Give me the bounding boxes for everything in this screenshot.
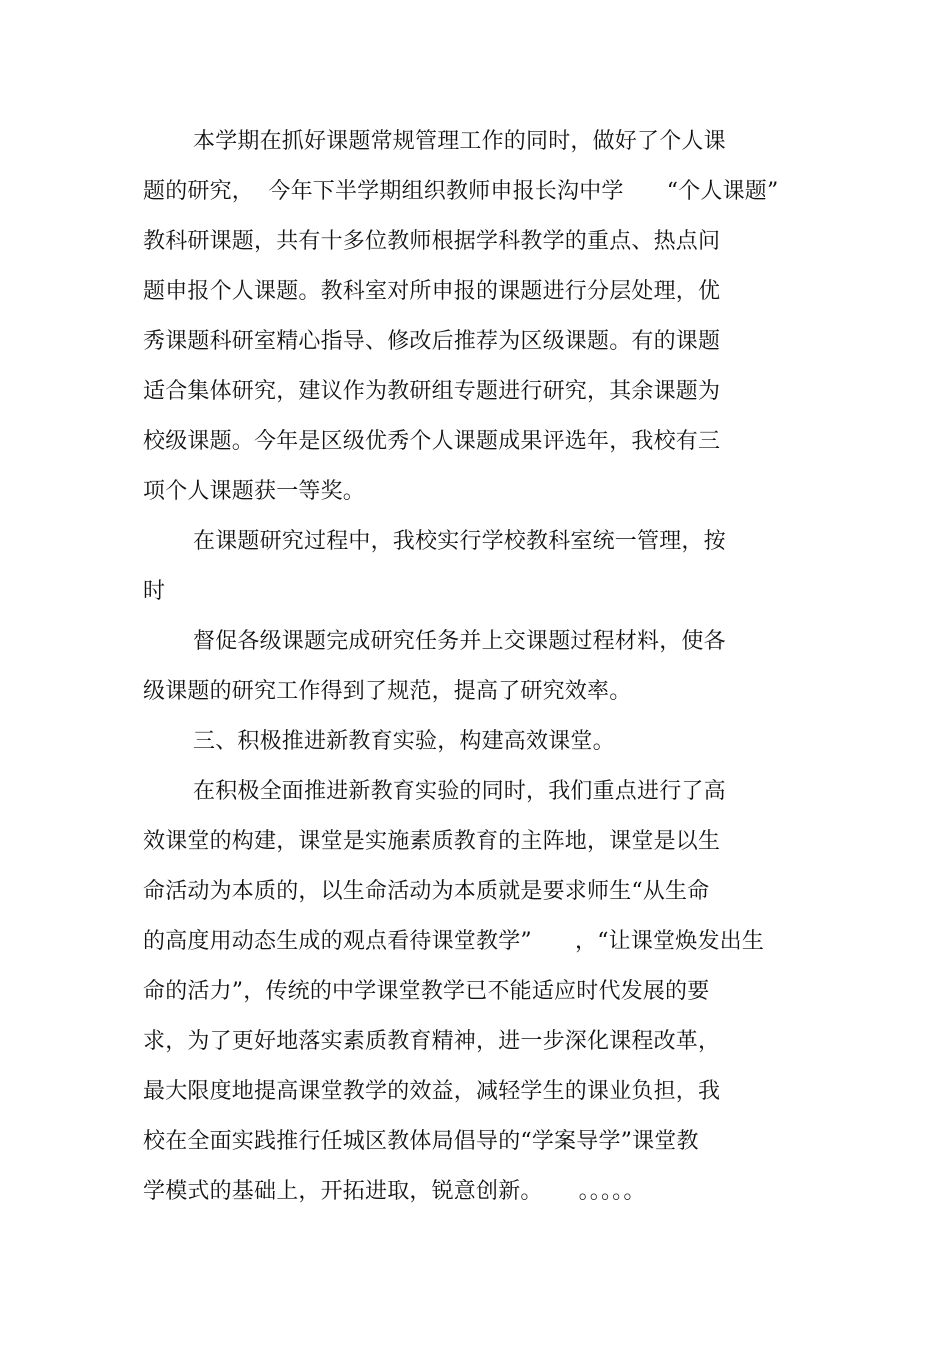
paragraph-line: 命的活力”，传统的中学课堂教学已不能适应时代发展的要 xyxy=(143,979,710,1004)
paragraph-line: 的高度用动态生成的观点看待课堂教学” ，“让课堂焕发出生 xyxy=(143,929,765,954)
paragraph-line: 时 xyxy=(143,579,166,604)
paragraph-line: 题的研究， 今年下半学期组织教师申报长沟中学 “个人课题” xyxy=(143,179,779,204)
paragraph-line: 校级课题。今年是区级优秀个人课题成果评选年，我校有三 xyxy=(143,429,721,454)
paragraph-line: 本学期在抓好课题常规管理工作的同时，做好了个人课 xyxy=(193,129,726,154)
paragraph-line: 题申报个人课题。教科室对所申报的课题进行分层处理，优 xyxy=(143,279,721,304)
paragraph-line: 督促各级课题完成研究任务并上交课题过程材料，使各 xyxy=(193,629,726,654)
paragraph-line: 求，为了更好地落实素质教育精神，进一步深化课程改革， xyxy=(143,1029,721,1054)
paragraph-line: 秀课题科研室精心指导、修改后推荐为区级课题。有的课题 xyxy=(143,329,721,354)
section-heading: 三、积极推进新教育实验，构建高效课堂。 xyxy=(193,729,615,754)
paragraph-line: 教科研课题，共有十多位教师根据学科教学的重点、热点问 xyxy=(143,229,721,254)
paragraph-line: 校在全面实践推行任城区教体局倡导的“学案导学”课堂教 xyxy=(143,1129,699,1154)
paragraph-line: 学模式的基础上，开拓进取，锐意创新。 。。。。。 xyxy=(143,1179,646,1204)
paragraph-line: 命活动为本质的，以生命活动为本质就是要求师生“从生命 xyxy=(143,879,710,904)
paragraph-line: 在积极全面推进新教育实验的同时，我们重点进行了高 xyxy=(193,779,726,804)
paragraph-line: 在课题研究过程中，我校实行学校教科室统一管理，按 xyxy=(193,529,726,554)
paragraph-line: 效课堂的构建，课堂是实施素质教育的主阵地，课堂是以生 xyxy=(143,829,721,854)
paragraph-line: 项个人课题获一等奖。 xyxy=(143,479,366,504)
paragraph-line: 最大限度地提高课堂教学的效益，减轻学生的课业负担，我 xyxy=(143,1079,721,1104)
paragraph-line: 适合集体研究，建议作为教研组专题进行研究，其余课题为 xyxy=(143,379,721,404)
paragraph-line: 级课题的研究工作得到了规范，提高了研究效率。 xyxy=(143,679,632,704)
